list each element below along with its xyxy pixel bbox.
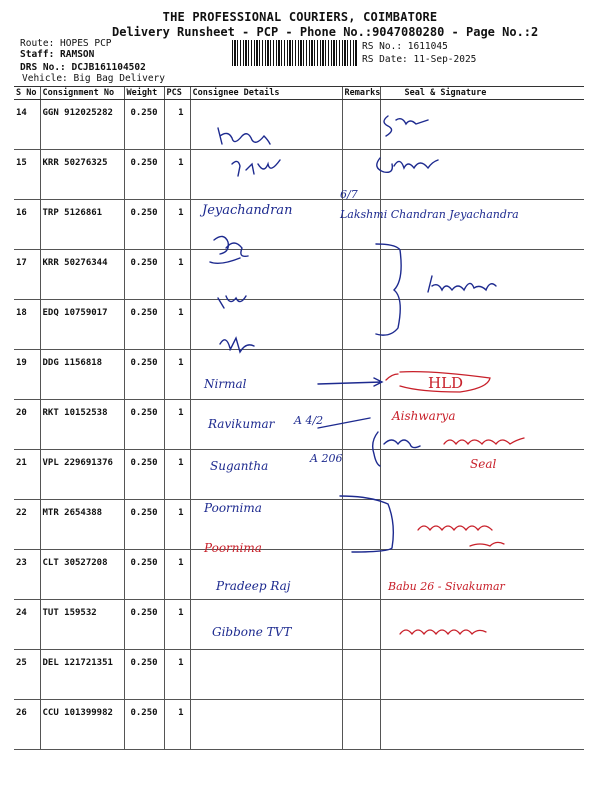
cell-weight: 0.250	[124, 550, 164, 600]
cell-weight: 0.250	[124, 200, 164, 250]
cell-consignment: TRP 5126861	[40, 200, 124, 250]
document-subtitle: Delivery Runsheet - PCP - Phone No.:9047080280 - Page No.:2	[112, 25, 539, 39]
handwriting-r16-consignee: Jeyachandran	[202, 203, 293, 218]
cell-sno: 14	[14, 100, 40, 150]
handwriting-r23-consignee: Poornima	[204, 501, 262, 515]
cell-pcs: 1	[164, 300, 190, 350]
col-consignee: Consignee Details	[190, 87, 342, 100]
handwriting-r25-consignee: Pradeep Raj	[216, 579, 291, 593]
cell-weight: 0.250	[124, 150, 164, 200]
signature-r18-seal	[428, 276, 496, 292]
cell-pcs: 1	[164, 100, 190, 150]
handwriting-r20-consignee: Nirmal	[204, 377, 247, 391]
col-seal: Seal & Signature	[380, 87, 584, 100]
cell-pcs: 1	[164, 250, 190, 300]
cell-pcs: 1	[164, 450, 190, 500]
cell-consignment: GGN 912025282	[40, 100, 124, 150]
signature-r17-consignee	[210, 236, 248, 263]
handwriting-r16-remark: 6/7	[340, 188, 358, 201]
handwriting-r24-consignee: Poornima	[204, 541, 262, 555]
cell-weight: 0.250	[124, 100, 164, 150]
cell-consignment: EDQ 10759017	[40, 300, 124, 350]
handwriting-r22-consignee: Sugantha	[210, 459, 269, 473]
col-sno: S No	[14, 87, 40, 100]
bracket-r23-r24	[340, 496, 393, 552]
cell-sno: 16	[14, 200, 40, 250]
bracket-r22	[373, 432, 420, 466]
cell-weight: 0.250	[124, 650, 164, 700]
cell-consignment: CLT 30527208	[40, 550, 124, 600]
cell-sno: 26	[14, 700, 40, 750]
cell-pcs: 1	[164, 350, 190, 400]
vehicle-label: Vehicle: Big Bag Delivery	[22, 73, 165, 84]
signature-r15-seal	[377, 158, 438, 172]
signature-r22-seal-script	[444, 438, 524, 444]
document-title: THE PROFESSIONAL COURIERS, COIMBATORE	[162, 10, 438, 24]
handwriting-r21-seal: Aishwarya	[392, 409, 456, 423]
handwriting-r22-remark: A 206	[310, 452, 343, 465]
cell-consignment: MTR 2654388	[40, 500, 124, 550]
cell-sno: 19	[14, 350, 40, 400]
cell-sno: 24	[14, 600, 40, 650]
cell-consignment: DEL 121721351	[40, 650, 124, 700]
cell-weight: 0.250	[124, 700, 164, 750]
cell-sno: 17	[14, 250, 40, 300]
cell-consignment: KRR 50276325	[40, 150, 124, 200]
cell-sno: 15	[14, 150, 40, 200]
cell-weight: 0.250	[124, 300, 164, 350]
col-consignment: Consignment No	[40, 87, 124, 100]
cell-pcs: 1	[164, 150, 190, 200]
cell-sno: 23	[14, 550, 40, 600]
handwriting-r20-seal: HLD	[428, 374, 464, 392]
cell-weight: 0.250	[124, 250, 164, 300]
cell-weight: 0.250	[124, 600, 164, 650]
rs-number: RS No.: 1611045	[362, 41, 448, 52]
signature-r14-seal	[384, 116, 428, 136]
cell-pcs: 1	[164, 400, 190, 450]
arrow-r21	[318, 418, 370, 428]
cell-pcs: 1	[164, 600, 190, 650]
signature-r24-seal	[418, 526, 504, 546]
cell-weight: 0.250	[124, 450, 164, 500]
cell-weight: 0.250	[124, 350, 164, 400]
cell-pcs: 1	[164, 550, 190, 600]
route-label: Route: HOPES PCP	[20, 38, 112, 49]
col-pcs: PCS	[164, 87, 190, 100]
handwriting-r22-seal: Seal	[470, 457, 497, 471]
col-weight: Weight	[124, 87, 164, 100]
handwriting-r21-consignee: Ravikumar	[208, 417, 275, 431]
cell-weight: 0.250	[124, 500, 164, 550]
cell-consignment: TUT 159532	[40, 600, 124, 650]
cell-consignment: KRR 50276344	[40, 250, 124, 300]
cell-consignment: VPL 229691376	[40, 450, 124, 500]
rs-date: RS Date: 11-Sep-2025	[362, 54, 477, 65]
cell-sno: 21	[14, 450, 40, 500]
handwriting-r26-consignee: Gibbone TVT	[212, 625, 292, 639]
bracket-r17-r19	[376, 244, 401, 335]
col-remarks: Remarks	[342, 87, 380, 100]
cell-consignment: DDG 1156818	[40, 350, 124, 400]
cell-pcs: 1	[164, 650, 190, 700]
drs-number: DRS No.: DCJB161104502	[20, 62, 146, 73]
cell-sno: 22	[14, 500, 40, 550]
arrow-r20	[318, 378, 382, 386]
handwriting-r16-seal: Lakshmi Chandran Jeyachandra	[340, 208, 519, 221]
cell-consignment: CCU 101399982	[40, 700, 124, 750]
cell-sno: 25	[14, 650, 40, 700]
signature-r26-seal	[400, 630, 486, 634]
signature-r19-consignee	[220, 338, 254, 352]
signature-r14-consignee	[218, 128, 270, 144]
cell-pcs: 1	[164, 500, 190, 550]
cell-sno: 18	[14, 300, 40, 350]
cell-pcs: 1	[164, 700, 190, 750]
handwriting-r21-remark: A 4/2	[294, 414, 324, 427]
cell-pcs: 1	[164, 200, 190, 250]
handwriting-r25-seal: Babu 26 - Sivakumar	[388, 580, 505, 593]
cell-weight: 0.250	[124, 400, 164, 450]
signature-r15-consignee	[232, 160, 280, 176]
staff-label: Staff: RAMSON	[20, 49, 95, 60]
cell-consignment: RKT 10152538	[40, 400, 124, 450]
cell-sno: 20	[14, 400, 40, 450]
signature-r18-consignee	[218, 296, 246, 308]
